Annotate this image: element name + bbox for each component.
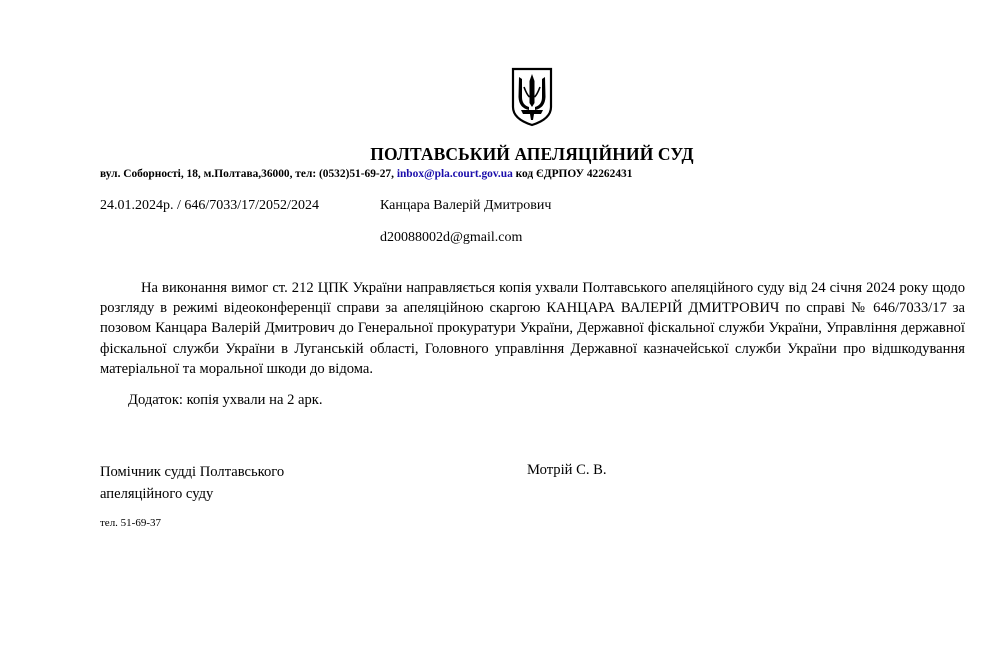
letter-body-paragraph: На виконання вимог ст. 212 ЦПК України направляється копія ухвали Полтавського апеляційного суду від 24 січня 2024 року щодо розгляду в режимі відеоконференції справи за апеляційною скаргою КАНЦАРА ВАЛЕРІЙ ДМИТРОВИЧ по справі № 646/7033/17 за позовом Канцара Валерій Дмитрович до Генеральної прокуратури України, Державної фіскальної служби України, Управління державної фіскальної служби України в Луганській області, Головного управління Державної казначейської служби України про відшкодування матеріальної та моральної шкоди до відома. (100, 280, 965, 377)
attachment-note: Додаток: копія ухвали на 2 арк. (128, 392, 323, 408)
court-name-heading: ПОЛТАВСЬКИЙ АПЕЛЯЦІЙНИЙ СУД (370, 144, 694, 164)
court-email-link[interactable]: inbox@pla.court.gov.ua (396, 168, 513, 180)
signer-title-line2: апеляційного суду (100, 485, 214, 502)
recipient-name: Канцара Валерій Дмитрович (380, 198, 552, 213)
recipient-email: d20088002d@gmail.com (380, 230, 523, 245)
signer-title (100, 462, 360, 505)
contact-phone: тел. 51-69-37 (100, 517, 162, 529)
court-address-line (100, 168, 632, 180)
trident-coat-of-arms-icon (511, 67, 553, 127)
signer-name: Мотрій С. В. (527, 462, 607, 478)
signer-title-line1: Помічник судді Полтавського (100, 464, 285, 480)
address-prefix: вул. Соборності, 18, м.Полтава,36000, тел: (0532)51-69-27, (100, 168, 397, 180)
address-suffix: код ЄДРПОУ 42262431 (512, 168, 633, 180)
date-and-case-number: 24.01.2024р. / 646/7033/17/2052/2024 (100, 198, 319, 213)
